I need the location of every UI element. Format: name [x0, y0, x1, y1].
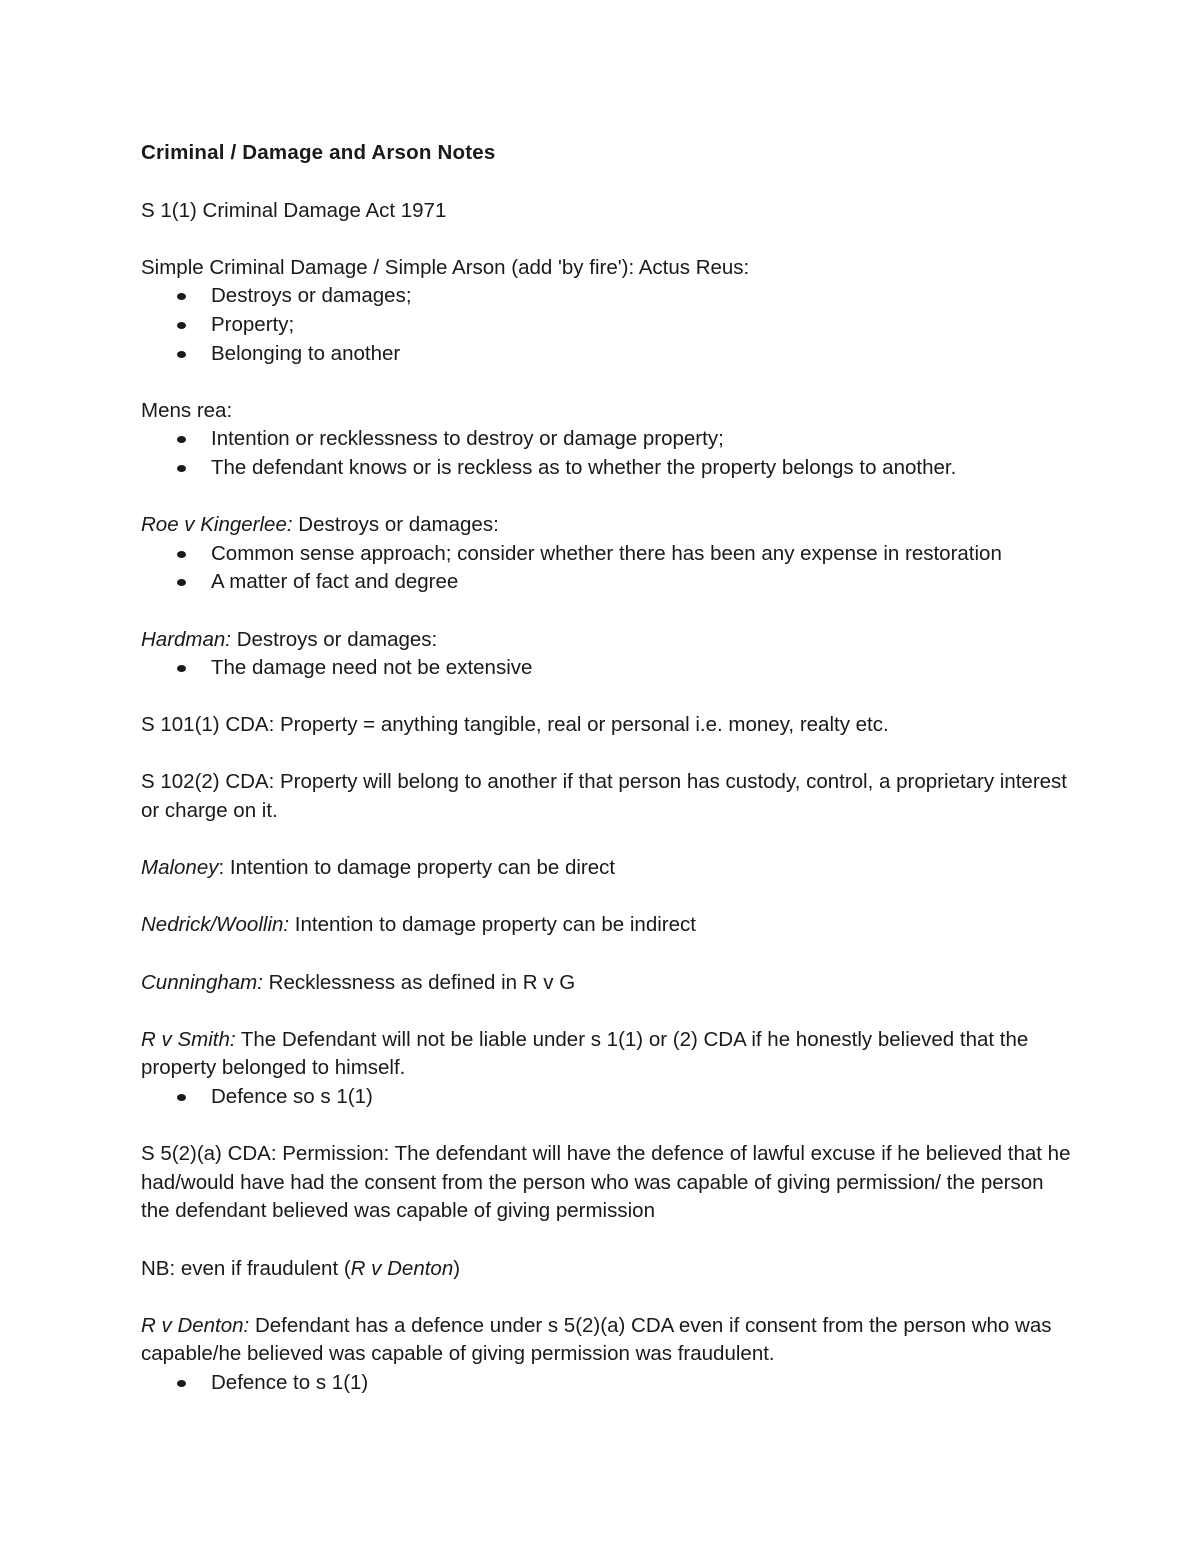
- list-item: Defence to s 1(1): [141, 1369, 1071, 1398]
- case-text: Defendant has a defence under s 5(2)(a) CDA even if consent from the person who was capable/he believed was capable of giving permission was fraudulent.: [141, 1313, 1052, 1366]
- list-item: The damage need not be extensive: [141, 654, 1071, 683]
- case-text: Intention to damage property can be indirect: [289, 913, 696, 937]
- case-text: Destroys or damages:: [292, 513, 499, 537]
- case-name: Maloney: [141, 856, 219, 880]
- document-title: Criminal / Damage and Arson Notes: [141, 141, 496, 164]
- mens-rea-list: [141, 425, 1071, 482]
- act-reference: S 1(1) Criminal Damage Act 1971: [141, 198, 447, 222]
- case-text: The Defendant will not be liable under s 1(1) or (2) CDA if he honestly believed that the property belonged to himself.: [141, 1027, 1029, 1080]
- document-page: [141, 138, 1071, 1398]
- mens-rea-heading: Mens rea:: [141, 398, 233, 422]
- case-name: R v Denton: [350, 1256, 454, 1280]
- cunningham-paragraph: [141, 969, 1071, 998]
- case-name: R v Smith:: [141, 1027, 236, 1051]
- nb-paragraph: [141, 1255, 1071, 1284]
- case-text: Destroys or damages:: [231, 627, 438, 651]
- case-text: : Intention to damage property can be direct: [218, 856, 616, 880]
- roe-paragraph: [141, 511, 1071, 540]
- case-name: Roe v Kingerlee:: [141, 513, 293, 537]
- nb-close: ): [453, 1256, 461, 1280]
- maloney-paragraph: [141, 854, 1071, 883]
- s101-paragraph: S 101(1) CDA: Property = anything tangible, real or personal i.e. money, realty etc.: [141, 713, 889, 737]
- hardman-list: [141, 654, 1071, 683]
- case-name: Hardman:: [141, 627, 232, 651]
- list-item: Common sense approach; consider whether there has been any expense in restoration: [141, 540, 1071, 569]
- smith-list: [141, 1083, 1071, 1112]
- list-item: Belonging to another: [141, 340, 1071, 369]
- case-name: Nedrick/Woollin:: [141, 913, 290, 937]
- list-item: Destroys or damages;: [141, 282, 1071, 311]
- denton-paragraph: [141, 1312, 1071, 1369]
- list-item: Intention or recklessness to destroy or damage property;: [141, 425, 1071, 454]
- list-item: Property;: [141, 311, 1071, 340]
- nedrick-paragraph: [141, 911, 1071, 940]
- hardman-paragraph: [141, 626, 1071, 655]
- s102-paragraph: S 102(2) CDA: Property will belong to another if that person has custody, control, a proprietary interest or charge on it.: [141, 770, 1068, 823]
- case-name: R v Denton:: [141, 1313, 250, 1337]
- s5-paragraph: S 5(2)(a) CDA: Permission: The defendant will have the defence of lawful excuse if he believed that he had/would have had the consent from the person who was capable of giving permission/ the person the defendant believed was capable of giving permission: [141, 1142, 1071, 1223]
- case-text: Recklessness as defined in R v G: [262, 970, 576, 994]
- actus-reus-heading: Simple Criminal Damage / Simple Arson (add 'by fire'): Actus Reus:: [141, 255, 750, 279]
- nb-text: NB: even if fraudulent (: [141, 1256, 351, 1280]
- actus-reus-list: [141, 282, 1071, 368]
- roe-list: [141, 540, 1071, 597]
- list-item: A matter of fact and degree: [141, 568, 1071, 597]
- denton-list: [141, 1369, 1071, 1398]
- list-item: The defendant knows or is reckless as to whether the property belongs to another.: [141, 454, 1071, 483]
- smith-paragraph: [141, 1026, 1071, 1083]
- list-item: Defence so s 1(1): [141, 1083, 1071, 1112]
- case-name: Cunningham:: [141, 970, 263, 994]
